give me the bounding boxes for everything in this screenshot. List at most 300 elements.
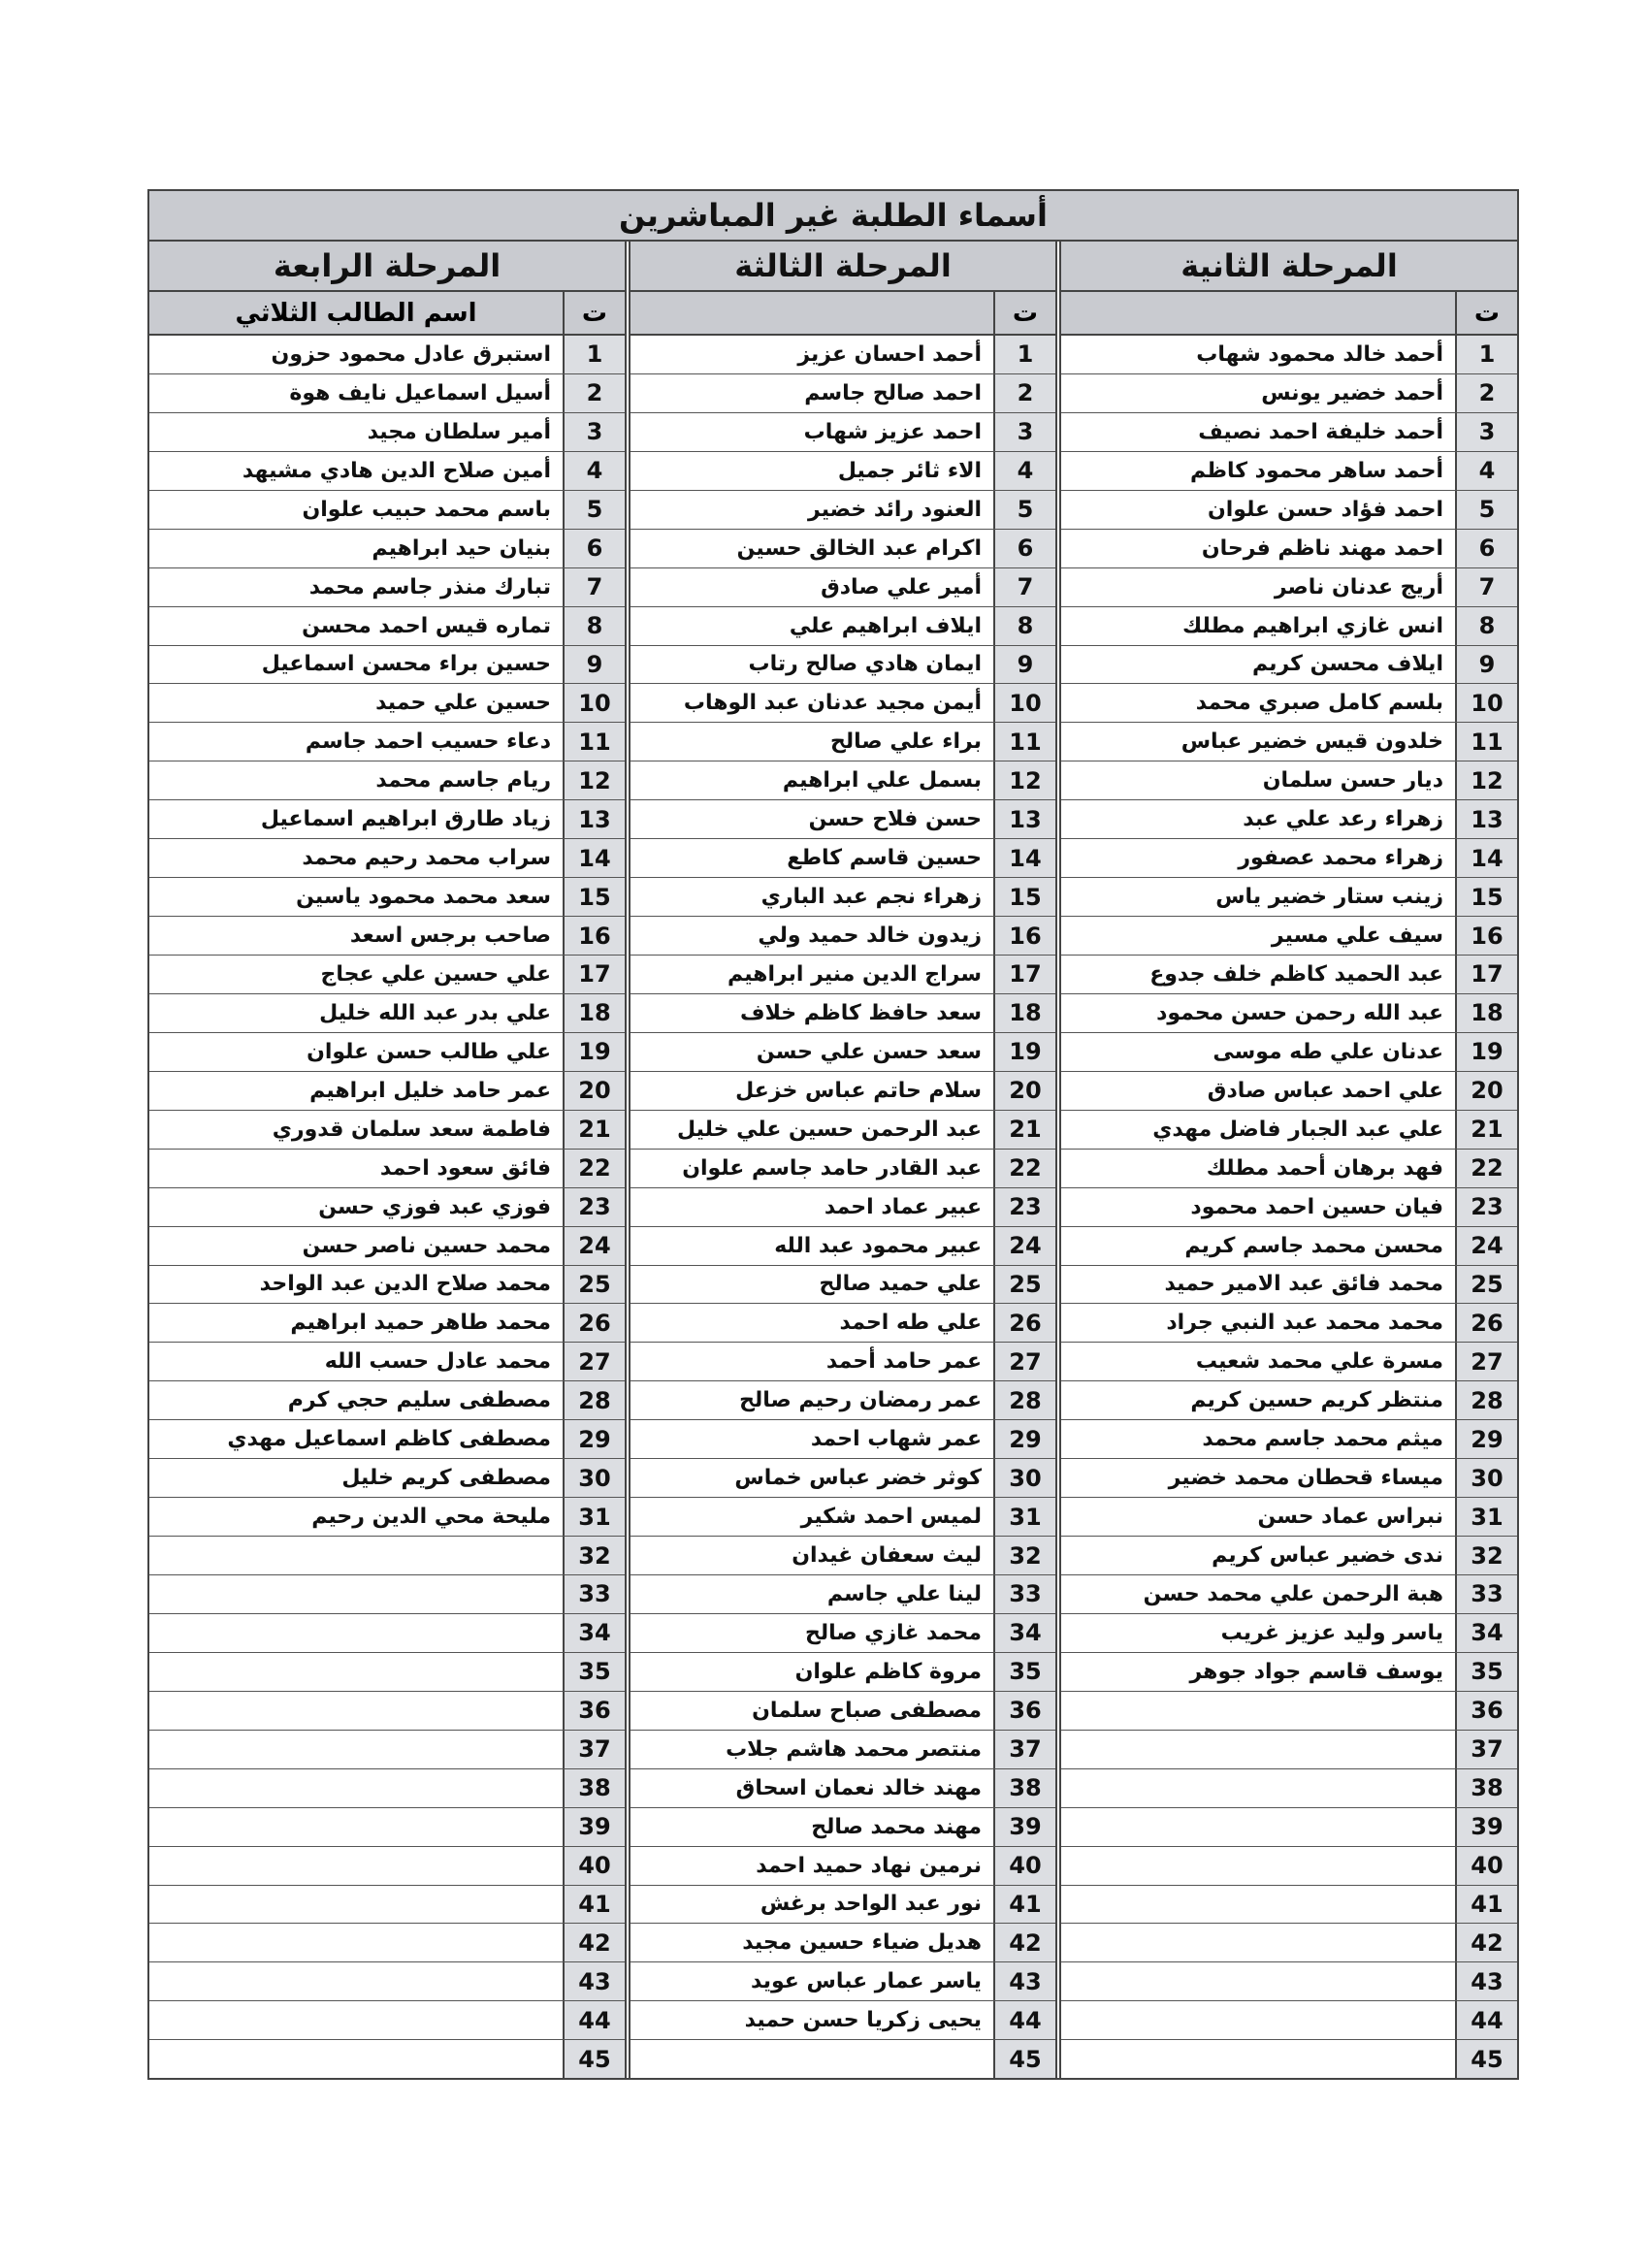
student-name xyxy=(1061,1769,1455,1807)
table-row xyxy=(1061,1188,1517,1227)
student-name: محمد عادل حسب الله xyxy=(324,1349,551,1375)
student-name xyxy=(149,1575,563,1613)
table-row xyxy=(149,2040,625,2078)
table-row xyxy=(1061,1924,1517,1962)
student-name: ياسر عمار عباس عويد xyxy=(751,1969,982,1994)
student-name: سعد محمد محمود ياسين xyxy=(296,885,551,910)
row-number: 11 xyxy=(563,723,625,761)
table-row xyxy=(149,956,625,994)
row-number: 36 xyxy=(993,1692,1055,1730)
row-number: 44 xyxy=(563,2001,625,2039)
table-row xyxy=(1061,1614,1517,1653)
student-name xyxy=(1061,1808,1455,1846)
row-number: 26 xyxy=(993,1304,1055,1342)
row-number: 9 xyxy=(563,646,625,684)
student-name: كوثر خضر عباس خماس xyxy=(734,1466,982,1491)
row-number: 9 xyxy=(1455,646,1517,684)
student-name: علي طالب حسن علوان xyxy=(307,1039,551,1064)
row-number: 21 xyxy=(563,1111,625,1149)
table-row xyxy=(1061,994,1517,1033)
student-name xyxy=(149,1924,563,1961)
row-number: 33 xyxy=(1455,1575,1517,1613)
student-name xyxy=(149,1614,563,1652)
students-table xyxy=(147,189,1519,2080)
student-name xyxy=(1061,1731,1455,1768)
student-name xyxy=(149,2040,563,2078)
table-row xyxy=(149,1769,625,1808)
row-number: 12 xyxy=(993,761,1055,799)
table-row xyxy=(1061,1847,1517,1886)
table-row xyxy=(149,1420,625,1459)
column-header xyxy=(149,292,625,336)
table-row xyxy=(1061,568,1517,607)
table-row xyxy=(1061,878,1517,917)
table-row xyxy=(630,1537,1055,1575)
table-row xyxy=(149,1924,625,1962)
row-number: 39 xyxy=(993,1808,1055,1846)
student-name: أحمد خليفة احمد نصيف xyxy=(1198,419,1443,444)
student-name: هديل ضياء حسين مجيد xyxy=(742,1930,982,1956)
row-number: 8 xyxy=(1455,607,1517,645)
table-row xyxy=(630,761,1055,800)
row-number: 37 xyxy=(993,1731,1055,1768)
table-row xyxy=(1061,530,1517,568)
row-number: 26 xyxy=(1455,1304,1517,1342)
table-row xyxy=(1061,1111,1517,1150)
stage-title: المرحلة الرابعة xyxy=(149,242,625,292)
row-number: 15 xyxy=(993,878,1055,916)
row-number: 21 xyxy=(993,1111,1055,1149)
row-number: 17 xyxy=(1455,956,1517,993)
row-number: 1 xyxy=(1455,336,1517,373)
table-row xyxy=(149,336,625,374)
student-name: مصطفى كريم خليل xyxy=(341,1466,551,1491)
table-row xyxy=(149,684,625,723)
student-name: عبير محمود عبد الله xyxy=(774,1233,982,1258)
row-number: 13 xyxy=(563,800,625,838)
row-number: 14 xyxy=(563,839,625,877)
table-row xyxy=(630,1304,1055,1343)
student-name: نبراس عماد حسن xyxy=(1257,1505,1443,1530)
table-row xyxy=(149,530,625,568)
student-name: أيمن مجيد عدنان عبد الوهاب xyxy=(683,691,982,716)
student-name: مهند محمد صالح xyxy=(811,1814,982,1839)
row-number: 19 xyxy=(1455,1033,1517,1071)
row-number: 34 xyxy=(563,1614,625,1652)
name-column-header: اسم الطالب الثلاثي xyxy=(149,292,563,334)
row-number: 43 xyxy=(563,1962,625,2000)
student-name: مصطفى صباح سلمان xyxy=(752,1698,982,1723)
row-number: 1 xyxy=(993,336,1055,373)
table-row xyxy=(149,839,625,878)
table-row xyxy=(630,956,1055,994)
table-row xyxy=(1061,839,1517,878)
row-number: 45 xyxy=(1455,2040,1517,2078)
student-name: أحمد خالد محمود شهاب xyxy=(1196,341,1443,367)
table-row xyxy=(630,1343,1055,1381)
table-row xyxy=(149,1808,625,1847)
table-row xyxy=(630,374,1055,413)
student-name: انس غازي ابراهيم مطلك xyxy=(1181,613,1443,638)
row-number: 33 xyxy=(993,1575,1055,1613)
student-name: زياد طارق ابراهيم اسماعيل xyxy=(260,807,551,832)
table-row xyxy=(1061,374,1517,413)
table-row xyxy=(1061,2001,1517,2040)
stage-fourth xyxy=(149,242,625,2078)
table-row xyxy=(630,336,1055,374)
table-row xyxy=(630,1575,1055,1614)
table-row xyxy=(630,1731,1055,1769)
student-name: احمد فؤاد حسن علوان xyxy=(1207,497,1443,522)
row-number: 14 xyxy=(1455,839,1517,877)
row-number: 6 xyxy=(563,530,625,567)
table-row xyxy=(149,646,625,685)
row-number: 19 xyxy=(563,1033,625,1071)
table-row xyxy=(630,839,1055,878)
table-row xyxy=(1061,646,1517,685)
row-number: 33 xyxy=(563,1575,625,1613)
row-number: 34 xyxy=(1455,1614,1517,1652)
row-number: 32 xyxy=(993,1537,1055,1574)
student-name: منتصر محمد هاشم جلاب xyxy=(726,1736,982,1762)
row-number: 22 xyxy=(1455,1150,1517,1187)
student-name xyxy=(1061,1847,1455,1885)
table-row xyxy=(630,1188,1055,1227)
student-name xyxy=(1061,1962,1455,2000)
table-row xyxy=(149,607,625,646)
row-number: 7 xyxy=(1455,568,1517,606)
table-row xyxy=(630,800,1055,839)
table-title: أسماء الطلبة غير المباشرين xyxy=(149,191,1517,242)
row-number: 13 xyxy=(993,800,1055,838)
student-name: مروة كاظم علوان xyxy=(794,1659,982,1684)
table-row xyxy=(630,1033,1055,1072)
student-name: فيان حسين احمد محمود xyxy=(1190,1194,1443,1219)
row-number: 29 xyxy=(993,1420,1055,1458)
student-name: محمد صلاح الدين عبد الواحد xyxy=(259,1272,551,1297)
student-name xyxy=(149,1731,563,1768)
row-number: 17 xyxy=(993,956,1055,993)
row-number: 35 xyxy=(993,1653,1055,1691)
student-name: عبد الرحمن حسين علي خليل xyxy=(677,1117,982,1142)
student-name: محمد محمد عبد النبي جراد xyxy=(1166,1311,1443,1336)
row-number: 38 xyxy=(1455,1769,1517,1807)
student-name xyxy=(1061,1924,1455,1961)
row-number: 23 xyxy=(993,1188,1055,1226)
student-name: زينب ستار خضير ياس xyxy=(1215,885,1443,910)
table-row xyxy=(149,1731,625,1769)
table-row xyxy=(630,1381,1055,1420)
row-number: 27 xyxy=(993,1343,1055,1380)
table-row xyxy=(1061,1731,1517,1769)
row-number: 31 xyxy=(993,1498,1055,1536)
row-number: 18 xyxy=(1455,994,1517,1032)
student-name: ياسر وليد عزيز غريب xyxy=(1220,1620,1443,1645)
row-number: 45 xyxy=(563,2040,625,2078)
table-row xyxy=(1061,1304,1517,1343)
row-number: 12 xyxy=(1455,761,1517,799)
table-row xyxy=(149,1343,625,1381)
table-row xyxy=(630,1072,1055,1111)
row-number: 8 xyxy=(563,607,625,645)
student-name: فوزي عبد فوزي حسن xyxy=(318,1194,551,1219)
student-name xyxy=(1061,1692,1455,1730)
row-number: 35 xyxy=(1455,1653,1517,1691)
table-row xyxy=(1061,1150,1517,1188)
row-number: 17 xyxy=(563,956,625,993)
student-name: نرمين نهاد حميد احمد xyxy=(756,1853,982,1878)
row-number: 18 xyxy=(563,994,625,1032)
student-name: فائق سعود احمد xyxy=(379,1155,551,1181)
row-number: 20 xyxy=(1455,1072,1517,1110)
student-name: عبد الله رحمن حسن محمود xyxy=(1156,1000,1443,1025)
table-row xyxy=(149,491,625,530)
table-row xyxy=(630,1886,1055,1925)
table-row xyxy=(630,1420,1055,1459)
table-row xyxy=(630,1769,1055,1808)
student-name xyxy=(149,1692,563,1730)
student-name: ميثم محمد جاسم محمد xyxy=(1202,1427,1443,1452)
table-row xyxy=(1061,1769,1517,1808)
row-number: 21 xyxy=(1455,1111,1517,1149)
stage-title: المرحلة الثانية xyxy=(1061,242,1517,292)
table-row xyxy=(149,1847,625,1886)
table-row xyxy=(630,1924,1055,1962)
row-number: 41 xyxy=(993,1886,1055,1924)
student-name: ليث سعفان غيدان xyxy=(792,1543,982,1569)
student-name: علي احمد عباس صادق xyxy=(1207,1078,1443,1103)
row-number: 35 xyxy=(563,1653,625,1691)
row-number: 43 xyxy=(993,1962,1055,2000)
student-name xyxy=(1061,2040,1455,2078)
student-name: أسيل اسماعيل نايف هوة xyxy=(289,380,551,405)
student-name: عدنان علي طه موسى xyxy=(1212,1039,1443,1064)
table-row xyxy=(630,1111,1055,1150)
table-row xyxy=(630,607,1055,646)
table-row xyxy=(149,2001,625,2040)
student-name xyxy=(630,2040,993,2078)
student-name: عبير عماد احمد xyxy=(824,1194,982,1219)
row-number: 19 xyxy=(993,1033,1055,1071)
student-name: عبد الحميد كاظم خلف جدوع xyxy=(1149,961,1443,987)
student-name: نور عبد الواحد برغش xyxy=(760,1892,982,1917)
row-number: 10 xyxy=(993,684,1055,722)
student-name: زهراء محمد عصفور xyxy=(1238,846,1443,871)
table-row xyxy=(1061,1575,1517,1614)
table-row xyxy=(1061,1498,1517,1537)
table-row xyxy=(630,452,1055,491)
row-number: 10 xyxy=(1455,684,1517,722)
table-row xyxy=(630,1227,1055,1266)
student-name: ندى خضير عباس كريم xyxy=(1212,1543,1443,1569)
student-name: بنيان حيد ابراهيم xyxy=(372,535,551,561)
row-number: 4 xyxy=(563,452,625,490)
student-name: علي طه احمد xyxy=(839,1311,982,1336)
table-row xyxy=(149,878,625,917)
row-number: 20 xyxy=(993,1072,1055,1110)
row-number: 5 xyxy=(563,491,625,529)
row-number: 4 xyxy=(993,452,1055,490)
student-name: احمد صالح جاسم xyxy=(804,380,982,405)
student-name xyxy=(149,1808,563,1846)
table-row xyxy=(1061,607,1517,646)
student-name xyxy=(149,1653,563,1691)
table-row xyxy=(630,994,1055,1033)
table-row xyxy=(1061,1420,1517,1459)
table-row xyxy=(1061,2040,1517,2078)
student-name: باسم محمد حبيب علوان xyxy=(302,497,551,522)
row-number: 30 xyxy=(993,1459,1055,1497)
student-name: أمير علي صادق xyxy=(821,574,982,599)
row-number: 40 xyxy=(993,1847,1055,1885)
student-name xyxy=(149,1769,563,1807)
table-row xyxy=(149,374,625,413)
table-row xyxy=(1061,1072,1517,1111)
table-row xyxy=(149,1653,625,1692)
stages-container xyxy=(149,242,1517,2078)
table-row xyxy=(630,878,1055,917)
row-number: 31 xyxy=(563,1498,625,1536)
row-number: 32 xyxy=(1455,1537,1517,1574)
table-row xyxy=(149,1692,625,1731)
row-number: 5 xyxy=(993,491,1055,529)
row-number: 16 xyxy=(563,917,625,955)
table-row xyxy=(630,1614,1055,1653)
table-row xyxy=(1061,1808,1517,1847)
student-name: بسمل علي ابراهيم xyxy=(782,768,982,794)
student-name: عمر شهاب احمد xyxy=(810,1427,982,1452)
row-number: 6 xyxy=(993,530,1055,567)
row-number: 11 xyxy=(993,723,1055,761)
row-number: 39 xyxy=(1455,1808,1517,1846)
row-number: 20 xyxy=(563,1072,625,1110)
student-name: محمد حسين ناصر حسن xyxy=(302,1233,551,1258)
table-row xyxy=(149,994,625,1033)
student-name: منتظر كريم حسين كريم xyxy=(1190,1388,1443,1413)
student-name: زهراء رعد علي عبد xyxy=(1243,807,1443,832)
row-number: 18 xyxy=(993,994,1055,1032)
student-name: دعاء حسيب احمد جاسم xyxy=(305,729,551,755)
student-name: العنود رائد خضير xyxy=(808,497,982,522)
stage-rows xyxy=(630,336,1055,2078)
table-row xyxy=(149,568,625,607)
table-row xyxy=(149,1304,625,1343)
student-name: احمد مهند ناظم فرحان xyxy=(1201,535,1443,561)
table-row xyxy=(149,723,625,761)
student-name: سعد حسن علي حسن xyxy=(756,1039,982,1064)
row-number: 42 xyxy=(993,1924,1055,1961)
table-row xyxy=(1061,1343,1517,1381)
student-name: محمد طاهر حميد ابراهيم xyxy=(290,1311,551,1336)
table-row xyxy=(1061,1962,1517,2001)
table-row xyxy=(1061,1653,1517,1692)
student-name: تبارك منذر جاسم محمد xyxy=(308,574,551,599)
student-name: علي حسين علي عجاج xyxy=(320,961,551,987)
table-row xyxy=(149,1072,625,1111)
row-number: 36 xyxy=(563,1692,625,1730)
row-number: 15 xyxy=(1455,878,1517,916)
row-number: 11 xyxy=(1455,723,1517,761)
student-name: سيف علي مسير xyxy=(1271,923,1443,949)
table-row xyxy=(149,1111,625,1150)
row-number: 43 xyxy=(1455,1962,1517,2000)
table-row xyxy=(149,1886,625,1925)
table-row xyxy=(149,1227,625,1266)
student-name: محسن محمد جاسم كريم xyxy=(1184,1233,1443,1258)
student-name: علي حميد صالح xyxy=(819,1272,982,1297)
table-row xyxy=(149,452,625,491)
row-number: 32 xyxy=(563,1537,625,1574)
stage-title: المرحلة الثالثة xyxy=(630,242,1055,292)
row-number: 28 xyxy=(563,1381,625,1419)
student-name: عمر حامد أحمد xyxy=(825,1349,982,1375)
student-name: احمد عزيز شهاب xyxy=(803,419,982,444)
table-row xyxy=(630,723,1055,761)
student-name: أمين صلاح الدين هادي مشيهد xyxy=(242,458,551,483)
student-name xyxy=(149,1537,563,1574)
table-row xyxy=(630,1459,1055,1498)
row-number: 2 xyxy=(563,374,625,412)
table-row xyxy=(149,917,625,956)
student-name: يوسف قاسم جواد جوهر xyxy=(1189,1659,1443,1684)
row-number: 2 xyxy=(1455,374,1517,412)
student-name: مصطفى كاظم اسماعيل مهدي xyxy=(227,1427,551,1452)
student-name: زيدون خالد حميد ولي xyxy=(758,923,982,949)
student-name xyxy=(1061,1886,1455,1924)
table-row xyxy=(149,1266,625,1305)
row-number: 23 xyxy=(563,1188,625,1226)
number-column-header: ت xyxy=(993,292,1055,334)
row-number: 39 xyxy=(563,1808,625,1846)
student-name: أمير سلطان مجيد xyxy=(367,419,551,444)
student-name: علي بدر عبد الله خليل xyxy=(319,1000,551,1025)
row-number: 40 xyxy=(563,1847,625,1885)
student-name: حسن فلاح حسن xyxy=(808,807,982,832)
row-number: 42 xyxy=(1455,1924,1517,1961)
row-number: 3 xyxy=(1455,413,1517,451)
row-number: 6 xyxy=(1455,530,1517,567)
table-row xyxy=(1061,684,1517,723)
student-name: تماره قيس احمد محسن xyxy=(302,613,551,638)
student-name: ايلاف ابراهيم علي xyxy=(789,613,982,638)
row-number: 45 xyxy=(993,2040,1055,2078)
student-name xyxy=(149,1886,563,1924)
row-number: 13 xyxy=(1455,800,1517,838)
row-number: 23 xyxy=(1455,1188,1517,1226)
student-name xyxy=(149,1962,563,2000)
row-number: 24 xyxy=(993,1227,1055,1265)
table-row xyxy=(1061,1381,1517,1420)
student-name: براء علي صالح xyxy=(830,729,982,755)
student-name: هبة الرحمن علي محمد حسن xyxy=(1143,1581,1443,1606)
row-number: 38 xyxy=(993,1769,1055,1807)
row-number: 37 xyxy=(1455,1731,1517,1768)
row-number: 37 xyxy=(563,1731,625,1768)
table-row xyxy=(149,1150,625,1188)
table-row xyxy=(1061,800,1517,839)
student-name: فاطمة سعد سلمان قدوري xyxy=(272,1117,551,1142)
table-row xyxy=(149,1575,625,1614)
table-row xyxy=(1061,956,1517,994)
stage-second xyxy=(1061,242,1517,2078)
row-number: 29 xyxy=(1455,1420,1517,1458)
student-name: أحمد احسان عزيز xyxy=(797,341,982,367)
row-number: 24 xyxy=(563,1227,625,1265)
row-number: 30 xyxy=(563,1459,625,1497)
row-number: 44 xyxy=(1455,2001,1517,2039)
student-name: ريام جاسم محمد xyxy=(375,768,551,794)
table-row xyxy=(630,1692,1055,1731)
